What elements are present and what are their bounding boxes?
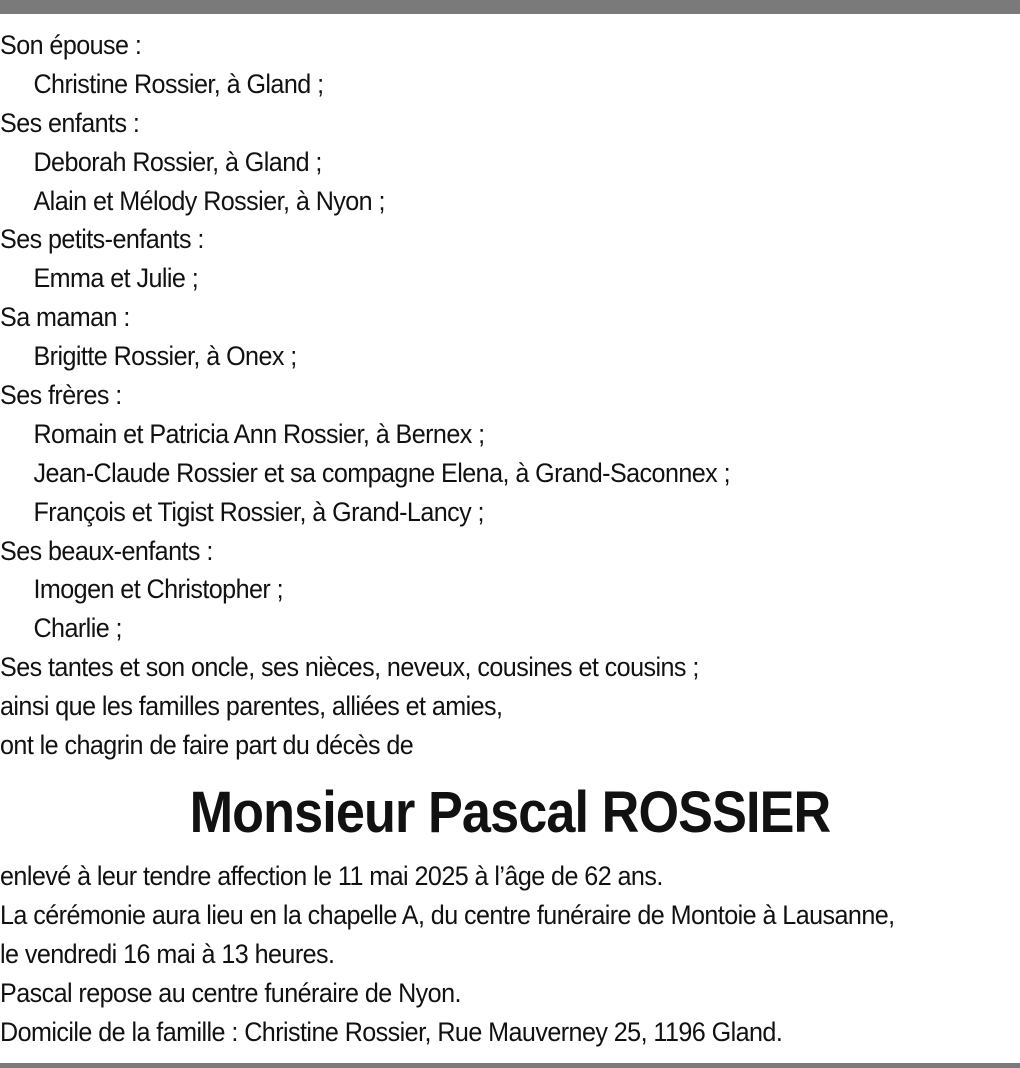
family-member-line: Brigitte Rossier, à Onex ; bbox=[33, 341, 297, 372]
family-heading-line: Ses petits-enfants : bbox=[0, 224, 204, 255]
ceremony-details bbox=[0, 857, 1020, 1051]
family-heading-line: ainsi que les familles parentes, alliées et amies, bbox=[0, 691, 503, 722]
family-member-line: Christine Rossier, à Gland ; bbox=[33, 68, 324, 99]
detail-line: Pascal repose au centre funéraire de Nyon. bbox=[0, 977, 461, 1008]
family-list bbox=[0, 26, 1020, 765]
family-heading-line: Ses frères : bbox=[0, 380, 122, 411]
family-heading-line: Ses tantes et son oncle, ses nièces, neveux, cousines et cousins ; bbox=[0, 652, 699, 683]
family-heading-line: Sa maman : bbox=[0, 302, 130, 333]
deceased-name-text: Monsieur Pascal ROSSIER bbox=[189, 780, 831, 845]
family-member-line: Imogen et Christopher ; bbox=[33, 574, 284, 605]
top-rule bbox=[0, 0, 1020, 14]
detail-line: le vendredi 16 mai à 13 heures. bbox=[0, 938, 335, 969]
family-heading-line: Son épouse : bbox=[0, 30, 142, 60]
detail-line: enlevé à leur tendre affection le 11 mai 2025 à l’âge de 62 ans. bbox=[0, 861, 663, 891]
family-heading-line: ont le chagrin de faire part du décès de bbox=[0, 730, 414, 761]
family-member-line: Deborah Rossier, à Gland ; bbox=[33, 146, 322, 177]
family-member-line: Alain et Mélody Rossier, à Nyon ; bbox=[33, 185, 385, 216]
family-heading-line: Ses beaux-enfants : bbox=[0, 535, 213, 566]
family-member-line: François et Tigist Rossier, à Grand-Lancy ; bbox=[33, 496, 484, 527]
family-member-line: Charlie ; bbox=[33, 613, 122, 644]
detail-line: Domicile de la famille : Christine Rossier, Rue Mauverney 25, 1196 Gland. bbox=[0, 1016, 783, 1047]
bottom-rule bbox=[0, 1063, 1020, 1068]
family-member-line: Emma et Julie ; bbox=[33, 263, 199, 294]
deceased-name bbox=[0, 778, 1020, 848]
detail-line: La cérémonie aura lieu en la chapelle A, du centre funéraire de Montoie à Lausanne, bbox=[0, 899, 895, 930]
family-member-line: Romain et Patricia Ann Rossier, à Bernex ; bbox=[33, 418, 485, 449]
family-heading-line: Ses enfants : bbox=[0, 107, 140, 138]
family-member-line: Jean-Claude Rossier et sa compagne Elena, à Grand-Saconnex ; bbox=[33, 457, 731, 488]
